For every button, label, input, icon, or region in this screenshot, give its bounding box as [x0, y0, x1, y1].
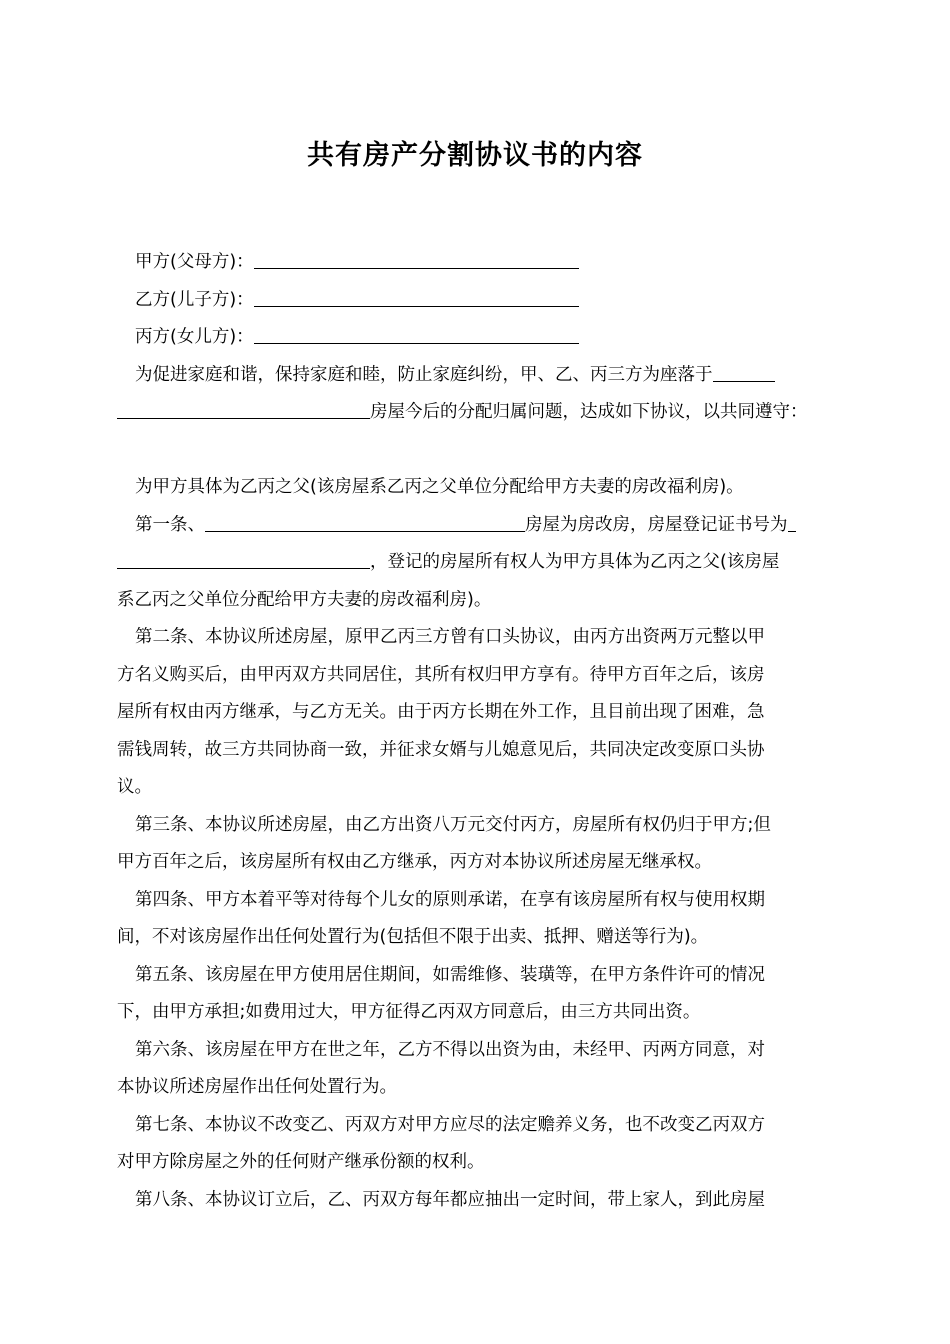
article6-line: 本协议所述房屋作出任何处置行为。 [117, 1077, 397, 1097]
article7-line: 第七条、本协议不改变乙、丙双方对甲方应尽的法定赡养义务，也不改变乙丙双方 [135, 1114, 765, 1135]
article1-text-2: ，登记的房屋所有权人为甲方具体为乙丙之父(该房屋 [370, 552, 780, 572]
article4-line: 间，不对该房屋作出任何处置行为(包括但不限于出卖、抵押、赠送等行为)。 [117, 927, 709, 947]
article2-line: 议。 [117, 777, 152, 797]
article1-line-2 [117, 544, 837, 582]
party-label-a: 甲方(父母方)： [135, 252, 254, 272]
article1-prefix: 第一条、 [135, 514, 205, 535]
party-blank-a [254, 248, 579, 269]
party-label-b: 乙方(儿子方)： [135, 289, 254, 310]
article2-line: 第二条、本协议所述房屋，原甲乙丙三方曾有口头协议，由丙方出资两万元整以甲 [135, 627, 765, 647]
article5-line: 第五条、该房屋在甲方使用居住期间，如需维修、装璜等，在甲方条件许可的情况 [135, 964, 765, 985]
preamble-blank-2 [117, 398, 370, 419]
article5-line: 下，由甲方承担;如费用过大，甲方征得乙丙双方同意后，由三方共同出资。 [117, 1002, 701, 1022]
preamble-line-1 [117, 357, 837, 395]
article3-line: 第三条、本协议所述房屋，由乙方出资八万元交付丙方，房屋所有权仍归于甲方;但 [135, 814, 771, 835]
spacer [117, 432, 837, 470]
party-row-c [117, 319, 837, 357]
preamble-blank-1 [713, 361, 775, 382]
article2-line: 需钱周转，故三方共同协商一致，并征求女婿与儿媳意见后，共同决定改变原口头协 [117, 739, 765, 760]
article8-line: 第八条、本协议订立后，乙、丙双方每年都应抽出一定时间，带上家人，到此房屋 [135, 1189, 765, 1210]
article2-line: 方名义购买后，由甲丙双方共同居住，其所有权归甲方享有。待甲方百年之后，该房 [117, 664, 765, 685]
article1-blank-2 [788, 511, 796, 532]
document-body [117, 244, 837, 1219]
article2-line: 屋所有权由丙方继承，与乙方无关。由于丙方长期在外工作，且目前出现了困难，急 [117, 702, 765, 722]
preamble-line-2 [117, 394, 837, 432]
article1-mid: 房屋为房改房，房屋登记证书号为 [525, 514, 788, 535]
article1-blank-3 [117, 548, 370, 569]
article1-line-1 [117, 507, 837, 545]
preamble-text-1: 为促进家庭和谐，保持家庭和睦，防止家庭纠纷，甲、乙、丙三方为座落于 [135, 364, 713, 385]
party-row-a [117, 244, 837, 282]
article7-line: 对甲方除房屋之外的任何财产继承份额的权利。 [117, 1152, 485, 1172]
article6-line: 第六条、该房屋在甲方在世之年，乙方不得以出资为由，未经甲、丙两方同意，对 [135, 1039, 765, 1060]
preamble-text-2: 房屋今后的分配归属问题，达成如下协议，以共同遵守： [370, 402, 808, 422]
party-label-c: 丙方(女儿方)： [135, 327, 254, 347]
article1-blank-1 [205, 511, 525, 532]
article1-line-3: 系乙丙之父单位分配给甲方夫妻的房改福利房)。 [117, 589, 492, 610]
party-blank-b [254, 286, 579, 307]
article3-line: 甲方百年之后，该房屋所有权由乙方继承，丙方对本协议所述房屋无继承权。 [117, 852, 712, 872]
party-row-b [117, 282, 837, 320]
party-blank-c [254, 323, 579, 344]
intro-note: 为甲方具体为乙丙之父(该房屋系乙丙之父单位分配给甲方夫妻的房改福利房)。 [135, 477, 744, 497]
document-title: 共有房产分割协议书的内容 [307, 140, 643, 171]
article4-line: 第四条、甲方本着平等对待每个儿女的原则承诺，在享有该房屋所有权与使用权期 [135, 889, 765, 910]
